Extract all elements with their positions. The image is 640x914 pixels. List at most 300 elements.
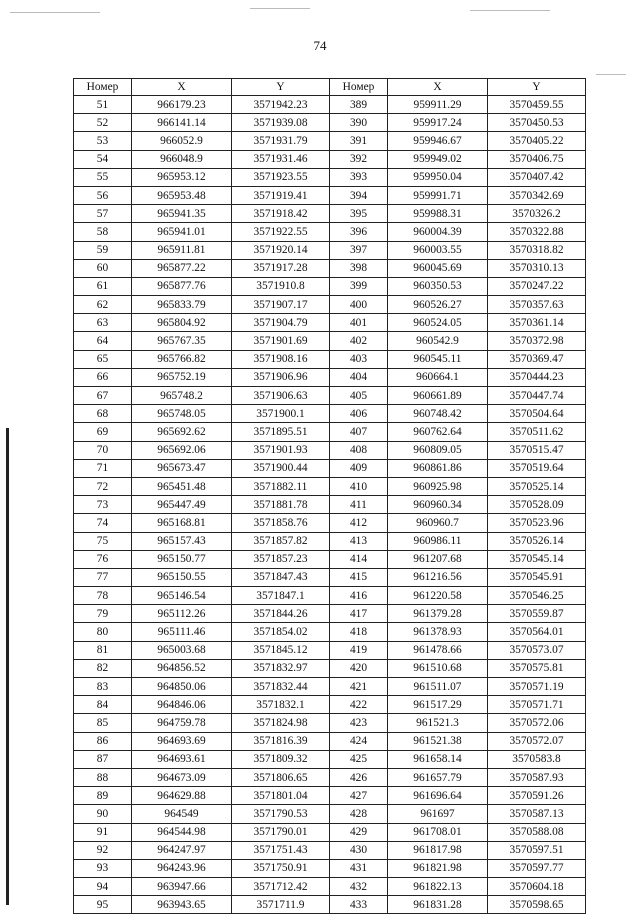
table-row <box>74 332 586 350</box>
cell-number-1: 79 <box>74 605 132 623</box>
scan-artifact-top-right <box>470 10 550 11</box>
cell-y-2: 3570504.64 <box>488 405 586 423</box>
cell-y-2: 3570342.69 <box>488 186 586 204</box>
cell-x-1: 965692.62 <box>132 423 232 441</box>
cell-y-2: 3570357.63 <box>488 296 586 314</box>
cell-y-2: 3570583.8 <box>488 750 586 768</box>
cell-y-2: 3570519.64 <box>488 459 586 477</box>
header-x-2: X <box>388 79 488 96</box>
cell-y-1: 3571918.42 <box>232 205 330 223</box>
scan-margin-bar <box>6 428 9 905</box>
cell-y-1: 3571712.42 <box>232 878 330 896</box>
cell-x-1: 964693.61 <box>132 750 232 768</box>
cell-x-1: 963943.65 <box>132 896 232 914</box>
table-row <box>74 132 586 150</box>
cell-number-2: 429 <box>330 823 388 841</box>
cell-y-2: 3570528.09 <box>488 496 586 514</box>
cell-number-1: 52 <box>74 114 132 132</box>
cell-x-2: 960350.53 <box>388 277 488 295</box>
cell-number-1: 89 <box>74 787 132 805</box>
cell-number-1: 60 <box>74 259 132 277</box>
table-row <box>74 477 586 495</box>
cell-number-2: 402 <box>330 332 388 350</box>
cell-x-1: 965766.82 <box>132 350 232 368</box>
cell-y-1: 3571922.55 <box>232 223 330 241</box>
cell-number-1: 66 <box>74 368 132 386</box>
cell-x-2: 961821.98 <box>388 859 488 877</box>
table-row <box>74 768 586 786</box>
table-row <box>74 314 586 332</box>
cell-x-2: 961478.66 <box>388 641 488 659</box>
cell-x-1: 965692.06 <box>132 441 232 459</box>
table-row <box>74 841 586 859</box>
cell-number-2: 397 <box>330 241 388 259</box>
cell-x-1: 965748.2 <box>132 387 232 405</box>
cell-y-1: 3571847.43 <box>232 568 330 586</box>
table-row <box>74 605 586 623</box>
cell-y-1: 3571832.1 <box>232 696 330 714</box>
cell-number-2: 420 <box>330 659 388 677</box>
cell-x-2: 961379.28 <box>388 605 488 623</box>
cell-x-1: 966179.23 <box>132 96 232 114</box>
cell-x-2: 960960.34 <box>388 496 488 514</box>
cell-number-2: 409 <box>330 459 388 477</box>
cell-number-2: 398 <box>330 259 388 277</box>
cell-x-1: 965748.05 <box>132 405 232 423</box>
cell-y-2: 3570546.25 <box>488 587 586 605</box>
cell-y-2: 3570588.08 <box>488 823 586 841</box>
cell-number-1: 65 <box>74 350 132 368</box>
table-row <box>74 696 586 714</box>
cell-number-1: 56 <box>74 186 132 204</box>
cell-y-2: 3570571.19 <box>488 678 586 696</box>
table-row <box>74 441 586 459</box>
cell-y-2: 3570598.65 <box>488 896 586 914</box>
cell-number-1: 72 <box>74 477 132 495</box>
cell-y-2: 3570511.62 <box>488 423 586 441</box>
cell-number-1: 90 <box>74 805 132 823</box>
cell-x-1: 965150.55 <box>132 568 232 586</box>
cell-y-1: 3571790.53 <box>232 805 330 823</box>
cell-y-2: 3570571.71 <box>488 696 586 714</box>
cell-number-1: 63 <box>74 314 132 332</box>
cell-y-1: 3571923.55 <box>232 168 330 186</box>
cell-x-2: 961521.38 <box>388 732 488 750</box>
cell-number-1: 73 <box>74 496 132 514</box>
table-row <box>74 150 586 168</box>
cell-y-2: 3570322.88 <box>488 223 586 241</box>
cell-y-1: 3571942.23 <box>232 96 330 114</box>
scan-artifact-top-left <box>10 12 100 13</box>
cell-x-1: 964850.06 <box>132 678 232 696</box>
cell-x-2: 960004.39 <box>388 223 488 241</box>
cell-x-2: 960542.9 <box>388 332 488 350</box>
cell-number-2: 407 <box>330 423 388 441</box>
cell-number-2: 422 <box>330 696 388 714</box>
cell-x-1: 965146.54 <box>132 587 232 605</box>
cell-y-1: 3571806.65 <box>232 768 330 786</box>
cell-x-2: 961697 <box>388 805 488 823</box>
table-row <box>74 641 586 659</box>
scan-artifact-right <box>596 74 626 75</box>
cell-y-1: 3571900.44 <box>232 459 330 477</box>
table-row <box>74 277 586 295</box>
cell-number-1: 57 <box>74 205 132 223</box>
cell-y-2: 3570545.91 <box>488 568 586 586</box>
table-row <box>74 114 586 132</box>
cell-number-2: 414 <box>330 550 388 568</box>
cell-number-1: 91 <box>74 823 132 841</box>
cell-number-1: 55 <box>74 168 132 186</box>
table-row <box>74 496 586 514</box>
cell-x-2: 961696.64 <box>388 787 488 805</box>
cell-number-2: 428 <box>330 805 388 823</box>
table-row <box>74 714 586 732</box>
table-row <box>74 805 586 823</box>
page-number: 74 <box>313 38 327 53</box>
cell-y-2: 3570372.98 <box>488 332 586 350</box>
cell-y-1: 3571857.23 <box>232 550 330 568</box>
cell-x-1: 964846.06 <box>132 696 232 714</box>
cell-number-2: 421 <box>330 678 388 696</box>
table-row <box>74 823 586 841</box>
cell-number-1: 86 <box>74 732 132 750</box>
cell-number-2: 412 <box>330 514 388 532</box>
cell-x-2: 961378.93 <box>388 623 488 641</box>
cell-x-1: 965877.76 <box>132 277 232 295</box>
table-header-row <box>74 79 586 96</box>
cell-number-2: 401 <box>330 314 388 332</box>
cell-number-1: 74 <box>74 514 132 532</box>
cell-y-1: 3571845.12 <box>232 641 330 659</box>
cell-number-1: 64 <box>74 332 132 350</box>
table-row <box>74 678 586 696</box>
cell-y-1: 3571910.8 <box>232 277 330 295</box>
table-row <box>74 532 586 550</box>
cell-x-2: 961510.68 <box>388 659 488 677</box>
cell-number-1: 76 <box>74 550 132 568</box>
cell-x-2: 961817.98 <box>388 841 488 859</box>
cell-y-2: 3570525.14 <box>488 477 586 495</box>
cell-number-1: 67 <box>74 387 132 405</box>
table-row <box>74 423 586 441</box>
cell-number-2: 426 <box>330 768 388 786</box>
table-row <box>74 459 586 477</box>
cell-x-1: 964544.98 <box>132 823 232 841</box>
cell-number-2: 417 <box>330 605 388 623</box>
cell-x-1: 965833.79 <box>132 296 232 314</box>
cell-number-1: 81 <box>74 641 132 659</box>
cell-number-1: 71 <box>74 459 132 477</box>
cell-y-2: 3570247.22 <box>488 277 586 295</box>
cell-x-1: 965767.35 <box>132 332 232 350</box>
cell-number-2: 389 <box>330 96 388 114</box>
cell-number-2: 400 <box>330 296 388 314</box>
cell-number-1: 51 <box>74 96 132 114</box>
cell-y-2: 3570407.42 <box>488 168 586 186</box>
header-x-1: X <box>132 79 232 96</box>
cell-x-2: 960960.7 <box>388 514 488 532</box>
table-row <box>74 168 586 186</box>
table-row <box>74 368 586 386</box>
cell-x-1: 963947.66 <box>132 878 232 896</box>
cell-y-1: 3571816.39 <box>232 732 330 750</box>
cell-y-1: 3571939.08 <box>232 114 330 132</box>
cell-x-1: 965953.48 <box>132 186 232 204</box>
cell-number-2: 410 <box>330 477 388 495</box>
coordinates-table <box>73 78 586 914</box>
cell-number-1: 84 <box>74 696 132 714</box>
header-number-2: Номер <box>330 79 388 96</box>
cell-x-2: 960986.11 <box>388 532 488 550</box>
cell-y-1: 3571907.17 <box>232 296 330 314</box>
cell-y-1: 3571920.14 <box>232 241 330 259</box>
cell-y-2: 3570587.13 <box>488 805 586 823</box>
cell-y-1: 3571711.9 <box>232 896 330 914</box>
cell-y-2: 3570515.47 <box>488 441 586 459</box>
cell-y-2: 3570545.14 <box>488 550 586 568</box>
cell-y-1: 3571854.02 <box>232 623 330 641</box>
cell-x-1: 964759.78 <box>132 714 232 732</box>
table-row <box>74 587 586 605</box>
cell-y-1: 3571857.82 <box>232 532 330 550</box>
table-row <box>74 623 586 641</box>
cell-number-2: 391 <box>330 132 388 150</box>
cell-number-1: 54 <box>74 150 132 168</box>
cell-number-2: 403 <box>330 350 388 368</box>
cell-number-2: 390 <box>330 114 388 132</box>
table-row <box>74 550 586 568</box>
cell-y-1: 3571901.69 <box>232 332 330 350</box>
cell-number-1: 62 <box>74 296 132 314</box>
table-row <box>74 750 586 768</box>
cell-x-1: 964629.88 <box>132 787 232 805</box>
table-row <box>74 259 586 277</box>
cell-y-2: 3570318.82 <box>488 241 586 259</box>
cell-y-1: 3571917.28 <box>232 259 330 277</box>
cell-x-2: 961511.07 <box>388 678 488 696</box>
scan-artifact-top-center <box>250 8 310 9</box>
cell-x-2: 960762.64 <box>388 423 488 441</box>
cell-y-1: 3571809.32 <box>232 750 330 768</box>
cell-number-2: 431 <box>330 859 388 877</box>
cell-y-2: 3570572.06 <box>488 714 586 732</box>
table-row <box>74 514 586 532</box>
cell-x-2: 960526.27 <box>388 296 488 314</box>
cell-y-2: 3570447.74 <box>488 387 586 405</box>
cell-number-2: 399 <box>330 277 388 295</box>
table-row <box>74 859 586 877</box>
cell-x-2: 960545.11 <box>388 350 488 368</box>
cell-number-1: 68 <box>74 405 132 423</box>
cell-x-2: 960524.05 <box>388 314 488 332</box>
cell-y-2: 3570444.23 <box>488 368 586 386</box>
cell-y-2: 3570310.13 <box>488 259 586 277</box>
cell-y-1: 3571906.63 <box>232 387 330 405</box>
table-row <box>74 205 586 223</box>
cell-x-1: 964247.97 <box>132 841 232 859</box>
cell-number-2: 406 <box>330 405 388 423</box>
table-row <box>74 732 586 750</box>
table-row <box>74 241 586 259</box>
cell-x-2: 959949.02 <box>388 150 488 168</box>
cell-y-1: 3571858.76 <box>232 514 330 532</box>
cell-number-1: 53 <box>74 132 132 150</box>
cell-x-1: 965451.48 <box>132 477 232 495</box>
cell-y-1: 3571931.79 <box>232 132 330 150</box>
cell-x-2: 961207.68 <box>388 550 488 568</box>
table-row <box>74 387 586 405</box>
cell-x-2: 961220.58 <box>388 587 488 605</box>
cell-y-2: 3570573.07 <box>488 641 586 659</box>
cell-x-1: 964243.96 <box>132 859 232 877</box>
cell-x-2: 959946.67 <box>388 132 488 150</box>
header-y-1: Y <box>232 79 330 96</box>
cell-y-1: 3571847.1 <box>232 587 330 605</box>
cell-number-2: 419 <box>330 641 388 659</box>
cell-y-1: 3571790.01 <box>232 823 330 841</box>
cell-y-1: 3571931.46 <box>232 150 330 168</box>
cell-y-2: 3570597.77 <box>488 859 586 877</box>
cell-x-1: 965112.26 <box>132 605 232 623</box>
cell-x-2: 961658.14 <box>388 750 488 768</box>
cell-x-2: 959991.71 <box>388 186 488 204</box>
cell-y-2: 3570591.26 <box>488 787 586 805</box>
cell-y-1: 3571919.41 <box>232 186 330 204</box>
header-number-1: Номер <box>74 79 132 96</box>
header-y-2: Y <box>488 79 586 96</box>
cell-x-1: 965911.81 <box>132 241 232 259</box>
cell-number-2: 424 <box>330 732 388 750</box>
cell-y-1: 3571832.44 <box>232 678 330 696</box>
cell-x-1: 965447.49 <box>132 496 232 514</box>
cell-number-1: 59 <box>74 241 132 259</box>
cell-number-2: 404 <box>330 368 388 386</box>
cell-y-1: 3571882.11 <box>232 477 330 495</box>
cell-y-2: 3570459.55 <box>488 96 586 114</box>
cell-number-2: 396 <box>330 223 388 241</box>
cell-x-2: 961517.29 <box>388 696 488 714</box>
table-row <box>74 878 586 896</box>
cell-number-1: 77 <box>74 568 132 586</box>
table-row <box>74 659 586 677</box>
cell-x-2: 961216.56 <box>388 568 488 586</box>
cell-y-1: 3571908.16 <box>232 350 330 368</box>
cell-y-2: 3570326.2 <box>488 205 586 223</box>
cell-number-2: 408 <box>330 441 388 459</box>
cell-y-2: 3570523.96 <box>488 514 586 532</box>
cell-number-2: 394 <box>330 186 388 204</box>
cell-x-1: 965111.46 <box>132 623 232 641</box>
cell-x-2: 961521.3 <box>388 714 488 732</box>
cell-y-2: 3570361.14 <box>488 314 586 332</box>
cell-number-1: 92 <box>74 841 132 859</box>
cell-x-2: 960003.55 <box>388 241 488 259</box>
cell-number-1: 85 <box>74 714 132 732</box>
cell-y-2: 3570597.51 <box>488 841 586 859</box>
cell-x-1: 965673.47 <box>132 459 232 477</box>
cell-number-2: 415 <box>330 568 388 586</box>
table-row <box>74 350 586 368</box>
cell-x-1: 964856.52 <box>132 659 232 677</box>
table-row <box>74 405 586 423</box>
cell-y-1: 3571904.79 <box>232 314 330 332</box>
table-row <box>74 568 586 586</box>
cell-y-2: 3570564.01 <box>488 623 586 641</box>
cell-number-2: 432 <box>330 878 388 896</box>
cell-number-2: 418 <box>330 623 388 641</box>
cell-number-2: 433 <box>330 896 388 914</box>
cell-y-2: 3570369.47 <box>488 350 586 368</box>
cell-x-2: 960809.05 <box>388 441 488 459</box>
cell-x-1: 966048.9 <box>132 150 232 168</box>
table-row <box>74 296 586 314</box>
cell-number-1: 94 <box>74 878 132 896</box>
cell-number-1: 95 <box>74 896 132 914</box>
cell-x-2: 961657.79 <box>388 768 488 786</box>
cell-number-1: 88 <box>74 768 132 786</box>
cell-y-1: 3571750.91 <box>232 859 330 877</box>
cell-number-1: 61 <box>74 277 132 295</box>
cell-x-2: 959911.29 <box>388 96 488 114</box>
cell-x-1: 965168.81 <box>132 514 232 532</box>
cell-x-2: 960925.98 <box>388 477 488 495</box>
cell-number-2: 413 <box>330 532 388 550</box>
cell-number-1: 82 <box>74 659 132 677</box>
cell-x-1: 966052.9 <box>132 132 232 150</box>
cell-number-2: 393 <box>330 168 388 186</box>
cell-x-1: 965953.12 <box>132 168 232 186</box>
cell-x-2: 960664.1 <box>388 368 488 386</box>
cell-x-1: 965752.19 <box>132 368 232 386</box>
cell-number-1: 93 <box>74 859 132 877</box>
cell-x-2: 960661.89 <box>388 387 488 405</box>
cell-x-2: 961708.01 <box>388 823 488 841</box>
cell-x-1: 964693.69 <box>132 732 232 750</box>
cell-number-1: 58 <box>74 223 132 241</box>
cell-number-2: 423 <box>330 714 388 732</box>
cell-x-2: 961822.13 <box>388 878 488 896</box>
cell-x-2: 960748.42 <box>388 405 488 423</box>
cell-number-2: 425 <box>330 750 388 768</box>
cell-x-2: 959950.04 <box>388 168 488 186</box>
cell-y-2: 3570526.14 <box>488 532 586 550</box>
cell-x-1: 966141.14 <box>132 114 232 132</box>
table-row <box>74 787 586 805</box>
cell-y-1: 3571832.97 <box>232 659 330 677</box>
table-body <box>74 96 586 914</box>
cell-y-2: 3570450.53 <box>488 114 586 132</box>
cell-x-1: 965003.68 <box>132 641 232 659</box>
cell-number-2: 411 <box>330 496 388 514</box>
cell-x-2: 959917.24 <box>388 114 488 132</box>
cell-x-1: 965157.43 <box>132 532 232 550</box>
table-row <box>74 96 586 114</box>
cell-number-1: 69 <box>74 423 132 441</box>
cell-number-1: 70 <box>74 441 132 459</box>
cell-number-1: 78 <box>74 587 132 605</box>
cell-x-1: 965150.77 <box>132 550 232 568</box>
cell-y-2: 3570604.18 <box>488 878 586 896</box>
cell-number-2: 405 <box>330 387 388 405</box>
cell-x-1: 965877.22 <box>132 259 232 277</box>
cell-x-1: 965941.01 <box>132 223 232 241</box>
cell-y-1: 3571824.98 <box>232 714 330 732</box>
cell-number-1: 80 <box>74 623 132 641</box>
cell-number-2: 392 <box>330 150 388 168</box>
cell-y-2: 3570587.93 <box>488 768 586 786</box>
cell-y-2: 3570406.75 <box>488 150 586 168</box>
